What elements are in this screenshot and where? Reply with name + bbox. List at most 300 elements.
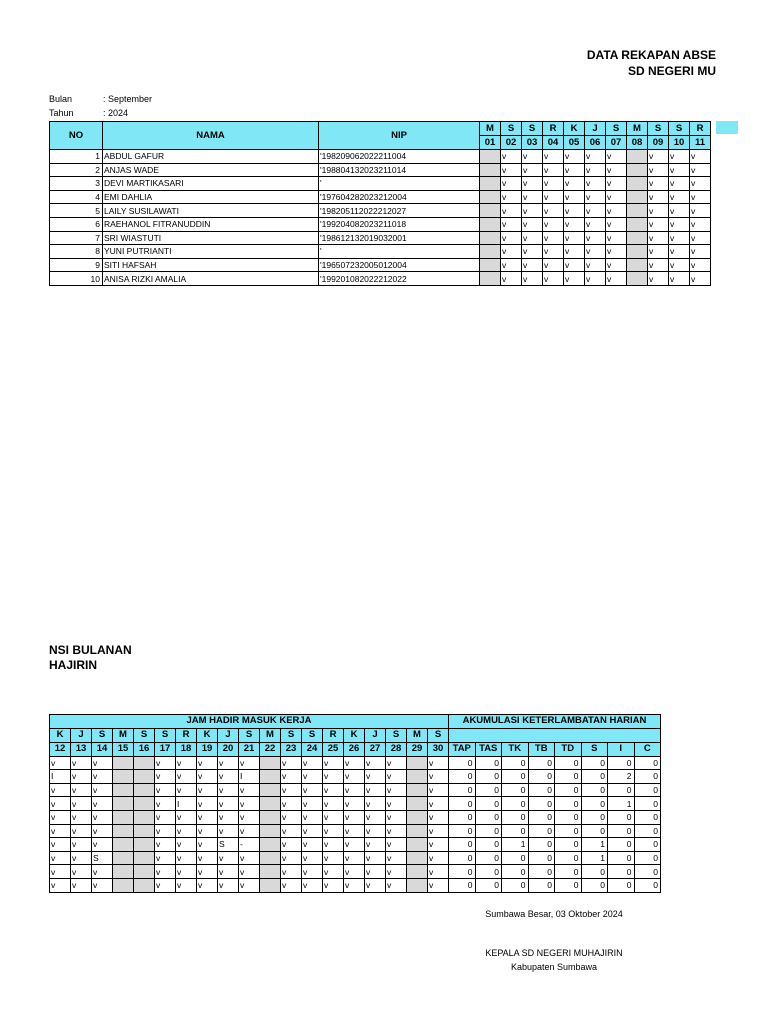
day-number-header: 07 [606,136,627,150]
attendance-cell: v [690,231,711,245]
attendance-cell [260,756,281,770]
day-letter-header: J [71,728,92,742]
attendance-cell [134,824,155,838]
attendance-cell: v [302,878,323,892]
attendance-cell [627,245,648,259]
attendance-cell: v [669,245,690,259]
attendance-cell: v [522,190,543,204]
attendance-cell: v [323,783,344,797]
attendance-cell: v [428,851,449,865]
table-row [50,231,732,245]
col-no-header: NO [50,122,103,150]
day-letter-header: J [218,728,239,742]
lateness-count-cell: 0 [475,824,502,838]
lateness-count-cell: 0 [581,865,608,879]
attendance-cell: v [218,797,239,811]
attendance-cell: v [585,231,606,245]
attendance-cell: v [92,838,113,852]
attendance-cell: v [50,878,71,892]
attendance-cell [113,810,134,824]
attendance-cell: v [648,245,669,259]
attendance-cell [407,756,428,770]
attendance-table-2 [49,714,661,893]
attendance-cell: v [302,810,323,824]
attendance-cell [627,190,648,204]
employee-nip: '196507232005012004 [319,258,480,272]
table-row [50,150,732,164]
day-number-header: 09 [648,136,669,150]
attendance-cell: v [302,797,323,811]
attendance-cell: v [365,797,386,811]
attendance-cell: v [365,770,386,784]
lateness-count-cell: 0 [581,783,608,797]
day-number-header: 08 [627,136,648,150]
attendance-cell: v [155,770,176,784]
attendance-cell: v [176,824,197,838]
attendance-cell: v [92,824,113,838]
lateness-count-cell: 0 [475,810,502,824]
attendance-cell [407,770,428,784]
akum-col-header: TB [528,742,555,756]
attendance-cell [113,851,134,865]
attendance-cell: v [71,878,92,892]
lateness-count-cell: 1 [581,838,608,852]
lateness-count-cell: 0 [634,838,661,852]
attendance-cell: v [585,217,606,231]
attendance-cell: v [281,810,302,824]
table-row [50,258,732,272]
lateness-count-cell: 0 [528,824,555,838]
attendance-cell: v [239,824,260,838]
lateness-count-cell: 0 [449,865,476,879]
attendance-cell: v [176,783,197,797]
attendance-cell: v [218,770,239,784]
attendance-cell: v [344,797,365,811]
attendance-cell [134,851,155,865]
day-letter-header: K [50,728,71,742]
day-number-header: 15 [113,742,134,756]
attendance-cell: v [197,810,218,824]
lateness-count-cell: 0 [634,770,661,784]
attendance-cell: v [323,756,344,770]
employee-name: SITI HAFSAH [103,258,319,272]
attendance-cell: v [155,851,176,865]
attendance-cell: v [344,824,365,838]
attendance-table-1 [49,121,732,286]
attendance-cell [480,150,501,164]
lateness-count-cell: 0 [555,865,582,879]
akum-col-header: TD [555,742,582,756]
lateness-count-cell: 0 [555,824,582,838]
attendance-cell: v [690,258,711,272]
attendance-cell: v [281,783,302,797]
day-letter-header: R [176,728,197,742]
attendance-cell: v [218,783,239,797]
attendance-cell [407,865,428,879]
attendance-cell [480,217,501,231]
lateness-count-cell: 0 [528,783,555,797]
attendance-cell: v [197,851,218,865]
attendance-cell: v [155,797,176,811]
attendance-cell: v [606,163,627,177]
attendance-cell: v [302,756,323,770]
day-number-header: 13 [71,742,92,756]
attendance-cell: v [690,177,711,191]
attendance-cell: v [197,838,218,852]
lateness-count-cell: 0 [449,770,476,784]
attendance-cell: v [92,810,113,824]
day-letter-header: S [648,122,669,136]
day-letter-header: J [365,728,386,742]
day-number-header: 19 [197,742,218,756]
lateness-count-cell: 0 [555,838,582,852]
day-number-header: 29 [407,742,428,756]
tahun-label: Tahun [49,108,74,118]
employee-nip: '199204082023211018 [319,217,480,231]
attendance-cell: v [239,756,260,770]
table2-daynum-row [50,742,661,756]
attendance-cell: v [155,838,176,852]
attendance-cell: v [606,231,627,245]
attendance-cell [480,163,501,177]
attendance-cell: v [176,770,197,784]
table-row [50,245,732,259]
table-row [50,204,732,218]
attendance-cell: v [239,851,260,865]
lateness-count-cell: 0 [528,770,555,784]
attendance-cell: v [344,756,365,770]
day-letter-header: M [260,728,281,742]
attendance-cell: v [648,231,669,245]
attendance-cell [113,824,134,838]
attendance-cell: v [344,865,365,879]
attendance-cell [260,810,281,824]
attendance-cell [113,770,134,784]
attendance-cell [407,824,428,838]
table-row [50,756,661,770]
attendance-cell [113,878,134,892]
attendance-cell: v [690,245,711,259]
attendance-cell [627,231,648,245]
attendance-cell: v [50,865,71,879]
lateness-count-cell: 0 [634,756,661,770]
attendance-cell: v [522,258,543,272]
section-title: NSI BULANAN [49,643,132,657]
attendance-cell: v [564,163,585,177]
attendance-cell [134,810,155,824]
attendance-cell: v [71,851,92,865]
day-number-header: 24 [302,742,323,756]
lateness-count-cell: 0 [608,810,635,824]
day-letter-header: M [407,728,428,742]
attendance-cell: v [71,756,92,770]
attendance-cell: v [606,258,627,272]
attendance-cell: v [386,824,407,838]
lateness-count-cell: 0 [528,851,555,865]
lateness-count-cell: 0 [555,783,582,797]
signatory-region: Kabupaten Sumbawa [510,962,598,972]
day-number-header: 06 [585,136,606,150]
day-letter-header: S [606,122,627,136]
attendance-cell: v [281,797,302,811]
attendance-cell: v [690,150,711,164]
attendance-cell: v [648,150,669,164]
attendance-cell: v [585,258,606,272]
attendance-cell: v [428,838,449,852]
table-row [50,770,661,784]
attendance-cell: v [501,177,522,191]
attendance-cell [260,824,281,838]
day-number-header: 20 [218,742,239,756]
lateness-count-cell: 0 [634,824,661,838]
attendance-cell: v [302,851,323,865]
attendance-cell: v [365,878,386,892]
attendance-cell: v [428,756,449,770]
attendance-cell: v [92,770,113,784]
attendance-cell: v [690,163,711,177]
attendance-cell: v [365,810,386,824]
attendance-cell: v [50,824,71,838]
lateness-count-cell: 0 [528,797,555,811]
akum-col-header: TAP [449,742,476,756]
attendance-cell: v [606,177,627,191]
attendance-cell [480,258,501,272]
row-number: 7 [50,231,103,245]
attendance-cell: v [522,177,543,191]
employee-nip: '198804132023211014 [319,163,480,177]
attendance-cell: v [648,163,669,177]
attendance-cell: v [302,838,323,852]
lateness-count-cell: 0 [449,824,476,838]
row-number: 2 [50,163,103,177]
attendance-cell: v [176,756,197,770]
bulan-label: Bulan [49,94,73,104]
attendance-cell: v [365,756,386,770]
lateness-count-cell: 1 [502,838,529,852]
day-number-header: 10 [669,136,690,150]
attendance-cell: v [218,865,239,879]
day-number-header: 28 [386,742,407,756]
table-row [50,163,732,177]
employee-nip: '197604282023212004 [319,190,480,204]
day-letter-header: S [239,728,260,742]
table-row [50,838,661,852]
akum-col-header: I [608,742,635,756]
attendance-cell: v [218,851,239,865]
lateness-count-cell: 2 [608,770,635,784]
attendance-cell: v [239,797,260,811]
attendance-cell: v [155,865,176,879]
employee-nip: '198205112022212027 [319,204,480,218]
lateness-count-cell: 0 [555,810,582,824]
lateness-count-cell: 0 [581,878,608,892]
day-letter-header: K [197,728,218,742]
attendance-cell [407,810,428,824]
attendance-cell [627,163,648,177]
attendance-cell: v [323,878,344,892]
attendance-cell [260,838,281,852]
lateness-count-cell: 0 [528,756,555,770]
attendance-cell: v [344,810,365,824]
day-number-header: 14 [92,742,113,756]
attendance-cell: I [50,770,71,784]
day-letter-header: R [690,122,711,136]
day-letter-header: S [428,728,449,742]
employee-nip: ' [319,245,480,259]
attendance-cell: v [386,770,407,784]
bulan-value: : September [103,94,153,104]
day-letter-header: K [344,728,365,742]
employee-nip: '198612132019032001 [319,231,480,245]
attendance-cell: v [564,217,585,231]
lateness-count-cell: 0 [581,756,608,770]
lateness-count-cell: 0 [502,810,529,824]
table-row [50,272,732,286]
attendance-cell: v [344,878,365,892]
day-number-header: 27 [365,742,386,756]
day-number-header: 02 [501,136,522,150]
lateness-count-cell: 0 [608,756,635,770]
day-number-header: 26 [344,742,365,756]
attendance-cell: v [501,245,522,259]
attendance-cell [480,190,501,204]
attendance-cell: v [302,865,323,879]
attendance-cell [627,217,648,231]
attendance-cell: v [386,878,407,892]
attendance-cell: v [281,824,302,838]
attendance-cell: v [648,204,669,218]
attendance-cell: v [522,231,543,245]
akum-col-header: S [581,742,608,756]
attendance-cell: v [197,824,218,838]
lateness-count-cell: 0 [449,878,476,892]
attendance-cell: v [92,756,113,770]
day-number-header: 04 [543,136,564,150]
day-number-header: 12 [50,742,71,756]
school-name: SD NEGERI MU [627,64,716,78]
attendance-cell: v [428,797,449,811]
tahun-value: : 2024 [103,108,129,118]
lateness-count-cell: 0 [502,783,529,797]
attendance-cell: v [71,865,92,879]
attendance-cell: v [606,272,627,286]
day-letter-header: S [386,728,407,742]
lateness-count-cell: 0 [475,756,502,770]
attendance-cell [627,177,648,191]
attendance-cell: v [176,838,197,852]
attendance-cell: v [92,878,113,892]
attendance-cell: v [71,838,92,852]
attendance-cell: v [669,163,690,177]
attendance-cell: v [281,770,302,784]
attendance-cell: v [564,150,585,164]
attendance-cell: v [669,204,690,218]
attendance-cell [407,783,428,797]
day-number-header: 30 [428,742,449,756]
day-letter-header: R [323,728,344,742]
attendance-cell: v [92,783,113,797]
lateness-count-cell: 0 [608,783,635,797]
attendance-cell: v [323,851,344,865]
attendance-cell: v [302,824,323,838]
attendance-cell [113,783,134,797]
attendance-cell: S [92,851,113,865]
attendance-cell: v [543,258,564,272]
lateness-count-cell: 0 [528,838,555,852]
attendance-cell: v [365,865,386,879]
lateness-count-cell: 0 [449,838,476,852]
attendance-cell [260,865,281,879]
lateness-count-cell: 0 [528,878,555,892]
attendance-cell: v [501,272,522,286]
attendance-cell: v [585,190,606,204]
attendance-cell: v [71,783,92,797]
jam-hadir-group-header: JAM HADIR MASUK KERJA [50,715,449,729]
attendance-cell: v [501,231,522,245]
attendance-cell [134,770,155,784]
attendance-cell: v [606,204,627,218]
attendance-cell: v [155,810,176,824]
attendance-cell: v [669,150,690,164]
lateness-count-cell: 0 [608,878,635,892]
attendance-cell: v [648,217,669,231]
attendance-cell: v [365,783,386,797]
attendance-cell: v [522,245,543,259]
lateness-count-cell: 0 [528,810,555,824]
attendance-cell: v [501,204,522,218]
attendance-cell [627,150,648,164]
employee-name: EMI DAHLIA [103,190,319,204]
attendance-cell: v [50,838,71,852]
attendance-cell: v [323,797,344,811]
attendance-cell: v [386,783,407,797]
lateness-count-cell: 0 [634,865,661,879]
attendance-cell: v [564,272,585,286]
attendance-cell: v [386,810,407,824]
day-number-header: 17 [155,742,176,756]
lateness-count-cell: 0 [449,797,476,811]
attendance-cell: v [690,204,711,218]
attendance-cell: v [197,865,218,879]
attendance-cell: v [428,770,449,784]
attendance-cell: v [543,177,564,191]
lateness-count-cell: 0 [634,810,661,824]
day-letter-header: K [564,122,585,136]
lateness-count-cell: 0 [502,770,529,784]
attendance-cell: v [281,878,302,892]
attendance-cell: v [386,865,407,879]
attendance-cell: v [606,217,627,231]
attendance-cell [134,838,155,852]
col-nama-header: NAMA [103,122,319,150]
attendance-cell [480,204,501,218]
day-number-header: 23 [281,742,302,756]
attendance-cell: v [281,851,302,865]
attendance-cell: v [522,163,543,177]
attendance-cell: v [543,217,564,231]
attendance-cell: v [648,190,669,204]
lateness-count-cell: 0 [502,756,529,770]
attendance-cell [134,783,155,797]
attendance-cell: v [522,150,543,164]
attendance-cell: v [302,783,323,797]
attendance-cell: v [281,756,302,770]
attendance-cell: v [522,204,543,218]
table-row [50,217,732,231]
day-number-header: 16 [134,742,155,756]
attendance-cell [480,231,501,245]
lateness-count-cell: 0 [475,878,502,892]
